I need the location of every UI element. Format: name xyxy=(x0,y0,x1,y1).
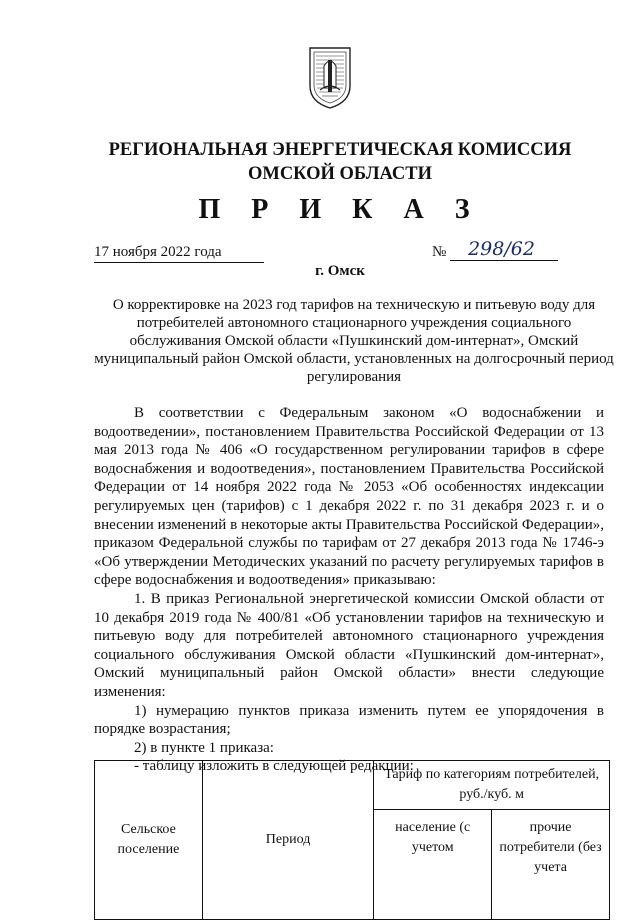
order-date: 17 ноября 2022 года xyxy=(94,244,264,263)
document-title: П Р И К А З xyxy=(198,194,482,225)
table-row xyxy=(95,761,610,810)
header-settlement: Сельское поселение xyxy=(95,761,203,920)
header-other-consumers: прочие потребители (без учета xyxy=(492,810,610,920)
coat-of-arms-icon xyxy=(306,46,354,110)
order-subject: О корректировке на 2023 год тарифов на техническую и питьевую воду для потребителей автономного стационарного учреждения социального обслуживания Омской области «Пушкинский дом-интернат», Омский муниципальный район Омской области, установленных на долгосрочный период регулирования xyxy=(94,297,614,385)
paragraph-preamble: В соответствии с Федеральным законом «О водоснабжении и водоотведении», постановлением Правительства Российской Федерации от 13 мая 2013 года № 406 «О государственном регулировании тарифов в сфере водоснабжения и водоотведения», постановлением Правительства Российской Федерации от 14 ноября 2022 года № 2053 «Об особенностях индексации регулируемых цен (тарифов) с 1 декабря 2022 г. по 31 декабря 2023 г. и о внесении изменений в некоторые акты Правительства Российской Федерации», приказом Федеральной службы по тарифам от 27 декабря 2013 года № 1746-э «Об утверждении Методических указаний по расчету регулируемых тарифов в сфере водоснабжения и водоотведения» приказываю: xyxy=(94,405,604,589)
tariff-table xyxy=(94,760,610,920)
number-sign: № xyxy=(432,244,447,260)
paragraph-subitem-2: 2) в пункте 1 приказа: xyxy=(134,739,274,756)
handwritten-number: 298/62 xyxy=(450,238,558,261)
header-period: Период xyxy=(202,761,374,920)
order-number xyxy=(432,238,558,261)
org-line-2: ОМСКОЙ ОБЛАСТИ xyxy=(247,164,433,184)
order-body xyxy=(94,404,604,776)
header-population: население (с учетом xyxy=(374,810,492,920)
org-line-1: РЕГИОНАЛЬНАЯ ЭНЕРГЕТИЧЕСКАЯ КОМИССИЯ xyxy=(108,140,572,160)
paragraph-table-intro: - таблицу изложить в следующей редакции: xyxy=(134,758,414,775)
organization-name xyxy=(60,138,620,186)
city: г. Омск xyxy=(315,263,365,279)
paragraph-subitem-1: 1) нумерацию пунктов приказа изменить путем ее упорядочения в порядке возрастания; xyxy=(94,702,604,738)
header-tariff: Тариф по категориям потребителей, руб./куб. м xyxy=(374,761,610,810)
paragraph-item-1: 1. В приказ Региональной энергетической комиссии Омской области от 10 декабря 2019 года № 400/81 «Об установлении тарифов на техническую и питьевую воду для потребителей автономного стационарного учреждения социального обслуживания Омской области «Пушкинский дом-интернат», Омский муниципальный район Омской области» внести следующие изменения: xyxy=(94,590,604,700)
